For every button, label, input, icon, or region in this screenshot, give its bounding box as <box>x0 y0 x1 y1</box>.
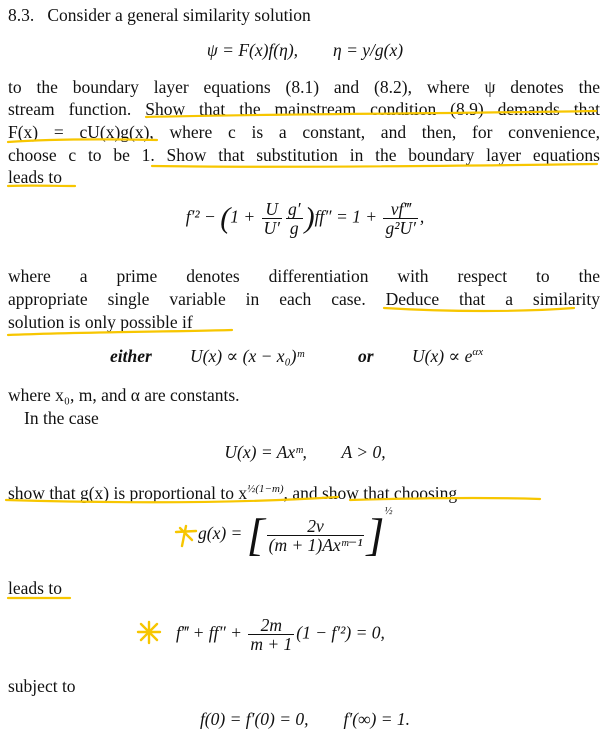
para4-text-a: show that g(x) is proportional to x <box>8 482 248 503</box>
either-label: either <box>110 346 152 366</box>
eq2-open-paren: ( <box>220 201 231 235</box>
eq3-right: A > 0, <box>341 442 386 462</box>
eq5-lhs: f‴ + ff″ + <box>176 622 247 643</box>
problem-number: 8.3. <box>8 5 35 25</box>
equation-velocity-case <box>0 442 610 463</box>
eq2-tail: , <box>419 206 425 227</box>
para1-line4: choose c to be 1. Show that substitution in the boundary layer equations <box>8 145 600 165</box>
equation-similarity <box>0 40 610 61</box>
eq2-frac-u: $\frac{U}{U'}$ <box>263 199 280 238</box>
or-label: or <box>358 346 374 366</box>
para4-exponent: ½(1−m) <box>247 483 284 495</box>
condition-exponential: $U(x) \propto e^{\alpha x}$ <box>412 346 484 366</box>
eq2-lhs: f′² − <box>185 206 221 227</box>
eq6-left: f(0) = f′(0) = 0, <box>199 709 309 729</box>
equation-falkner-skan <box>176 616 385 653</box>
eq3-left: U(x) = Axᵐ, <box>224 442 307 462</box>
eq1-left: ψ = F(x)f(η), <box>206 40 299 60</box>
eq2-one: 1 + <box>230 206 260 227</box>
eq2-frac-g: $\frac{g'}{g}$ <box>287 199 301 238</box>
para2-line2: appropriate single variable in each case. Deduce that a similarity <box>8 289 600 309</box>
para4-text-b: , and show that choosing <box>283 482 458 503</box>
problem-intro: Consider a general similarity solution <box>47 5 311 25</box>
para1-line2: stream function. Show that the mainstream condition (8.9) demands that <box>8 99 600 119</box>
eq6-right: f′(∞) = 1. <box>343 709 411 729</box>
para6-line: subject to <box>8 676 76 696</box>
eq2-ff: ff″ = 1 + <box>314 206 382 227</box>
para1-line3: F(x) = cU(x)g(x), where c is a constant, and then, for convenience, <box>8 122 600 142</box>
para1-line5: leads to <box>8 167 62 187</box>
eq1-right: η = y/g(x) <box>333 40 404 60</box>
para5-line: leads to <box>8 578 62 598</box>
star-mark-icon <box>176 526 196 546</box>
para2-line1: where a prime denotes differentiation with respect to the <box>8 266 600 286</box>
eq4-lhs: g(x) = <box>198 523 247 544</box>
eq4-power: ½ <box>384 505 393 518</box>
eq5-rhs: (1 − f′²) = 0, <box>296 622 385 643</box>
para3-line1: where x₀, m, and α are constants. <box>8 385 240 405</box>
problem-header <box>8 4 600 26</box>
para1-line1: to the boundary layer equations (8.1) and (8.2), where ψ denotes the <box>8 77 600 97</box>
equation-g-choice: g(x) = [ $\frac{2\nu}{\text{(m + 1)Axᵐ⁻¹}}$ ]$^{\frac{1}{2}}$ <box>198 505 393 560</box>
para3-line2: In the case <box>24 408 99 428</box>
eq5-fraction: $\frac{2m}{m + 1}$ <box>250 615 293 654</box>
eq4-fraction: $\frac{2\nu}{\text{(m + 1)Axᵐ⁻¹}}$ <box>268 515 363 555</box>
para2-line3: solution is only possible if <box>8 312 193 332</box>
condition-power-law: U(x) ∝ (x − x₀)ᵐ <box>190 346 304 366</box>
eq2-close-paren: ) <box>304 201 315 235</box>
equation-boundary-conditions <box>0 709 610 730</box>
para4-line <box>8 478 600 504</box>
equation-boundary-layer <box>0 200 610 237</box>
eq2-frac-nu: $\frac{\nu f‴}{\text{g²U′}}$ <box>385 199 416 238</box>
asterisk-mark-icon <box>138 622 160 643</box>
